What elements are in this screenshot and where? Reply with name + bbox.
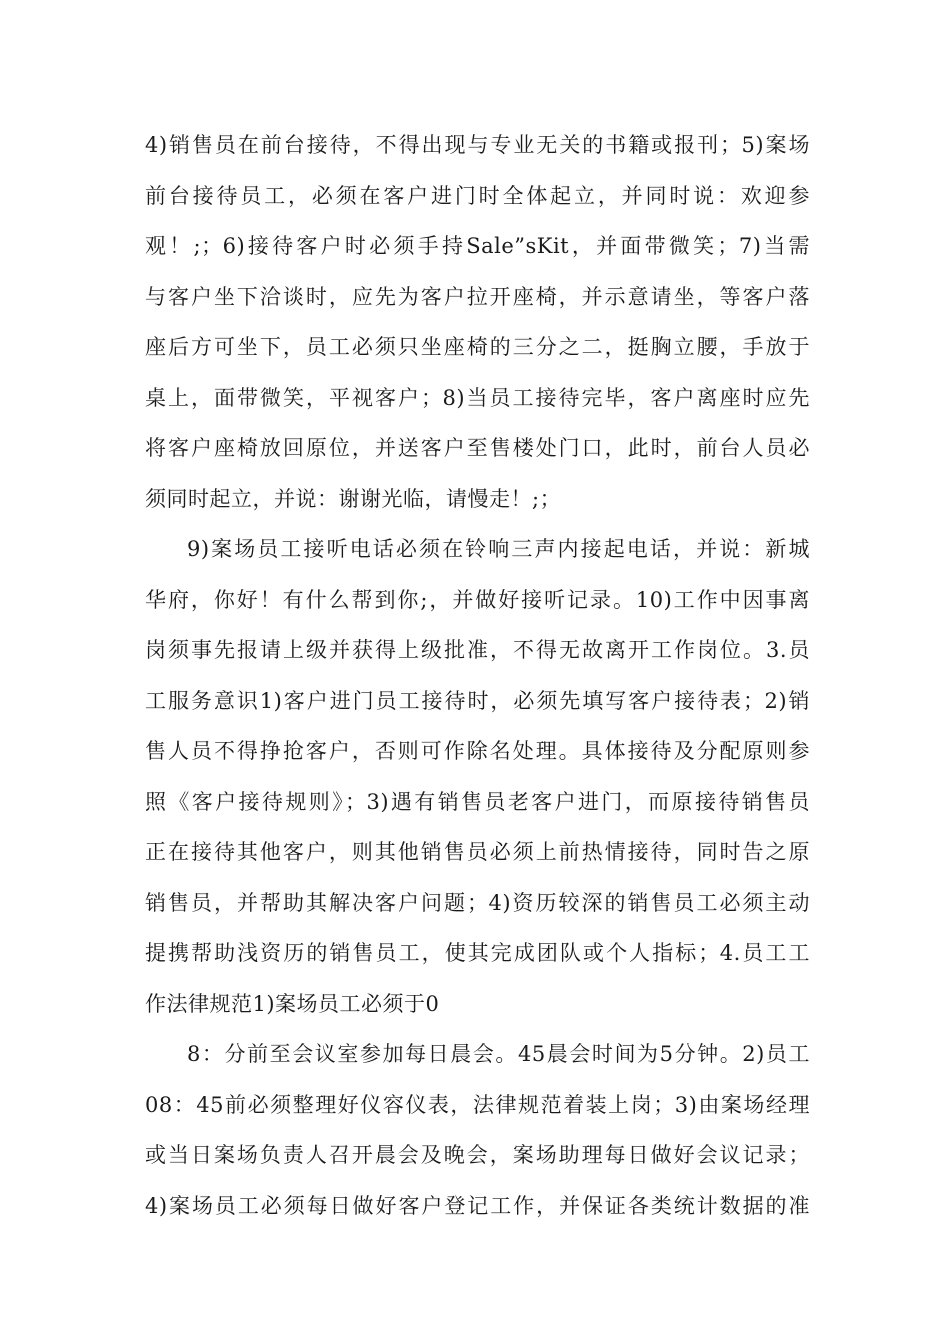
text-line: 华府，你好！有什么帮到你;，并做好接听记录。10)工作中因事离: [145, 587, 810, 612]
text-line: 售人员不得挣抢客户，否则可作除名处理。具体接待及分配原则参: [145, 739, 810, 763]
text-line: 前台接待员工，必须在客户进门时全体起立，并同时说：欢迎参: [145, 183, 810, 208]
text-line: 与客户坐下洽谈时，应先为客户拉开座椅，并示意请坐，等客户落: [145, 284, 810, 309]
text-line: 销售员，并帮助其解决客户问题；4)资历较深的销售员工必须主动: [145, 890, 810, 915]
text-line: 8：分前至会议室参加每日晨会。45晨会时间为5分钟。2)员工: [187, 1042, 810, 1066]
text-line: 或当日案场负责人召开晨会及晚会，案场助理每日做好会议记录；: [145, 1143, 810, 1167]
text-line: 提携帮助浅资历的销售员工，使其完成团队或个人指标；4.员工工: [145, 941, 810, 965]
text-line: 桌上，面带微笑，平视客户；8)当员工接待完毕，客户离座时应先: [145, 385, 810, 410]
text-line: 08：45前必须整理好仪容仪表，法律规范着装上岗；3)由案场经理: [145, 1092, 810, 1117]
text-line: 观！;；6)接待客户时必须手持Sale”sKit，并面带微笑；7)当需: [145, 234, 810, 258]
text-line: 将客户座椅放回原位，并送客户至售楼处门口，此时，前台人员必: [145, 436, 810, 460]
text-line: 座后方可坐下，员工必须只坐座椅的三分之二，挺胸立腰，手放于: [145, 335, 810, 359]
paragraph-2: [145, 524, 810, 1029]
text-line: 正在接待其他客户，则其他销售员必须上前热情接待，同时告之原: [145, 840, 810, 864]
text-line: 照《客户接待规则》；3)遇有销售员老客户进门，而原接待销售员: [145, 789, 810, 814]
text-line: 4)案场员工必须每日做好客户登记工作，并保证各类统计数据的准: [145, 1193, 810, 1218]
text-line: 岗须事先报请上级并获得上级批准，不得无故离开工作岗位。3.员: [145, 638, 810, 662]
text-line: 9)案场员工接听电话必须在铃响三声内接起电话，并说：新城: [187, 537, 810, 561]
document-body: [145, 120, 810, 1231]
paragraph-1: [145, 120, 810, 524]
paragraph-3: [145, 1029, 810, 1231]
text-line: 作法律规范1)案场员工必须于0: [145, 991, 440, 1016]
text-line: 须同时起立，并说：谢谢光临，请慢走！;；: [145, 486, 562, 511]
text-line: 工服务意识1)客户进门员工接待时，必须先填写客户接待表；2)销: [145, 688, 810, 713]
text-line: 4)销售员在前台接待，不得出现与专业无关的书籍或报刊；5)案场: [145, 133, 810, 157]
